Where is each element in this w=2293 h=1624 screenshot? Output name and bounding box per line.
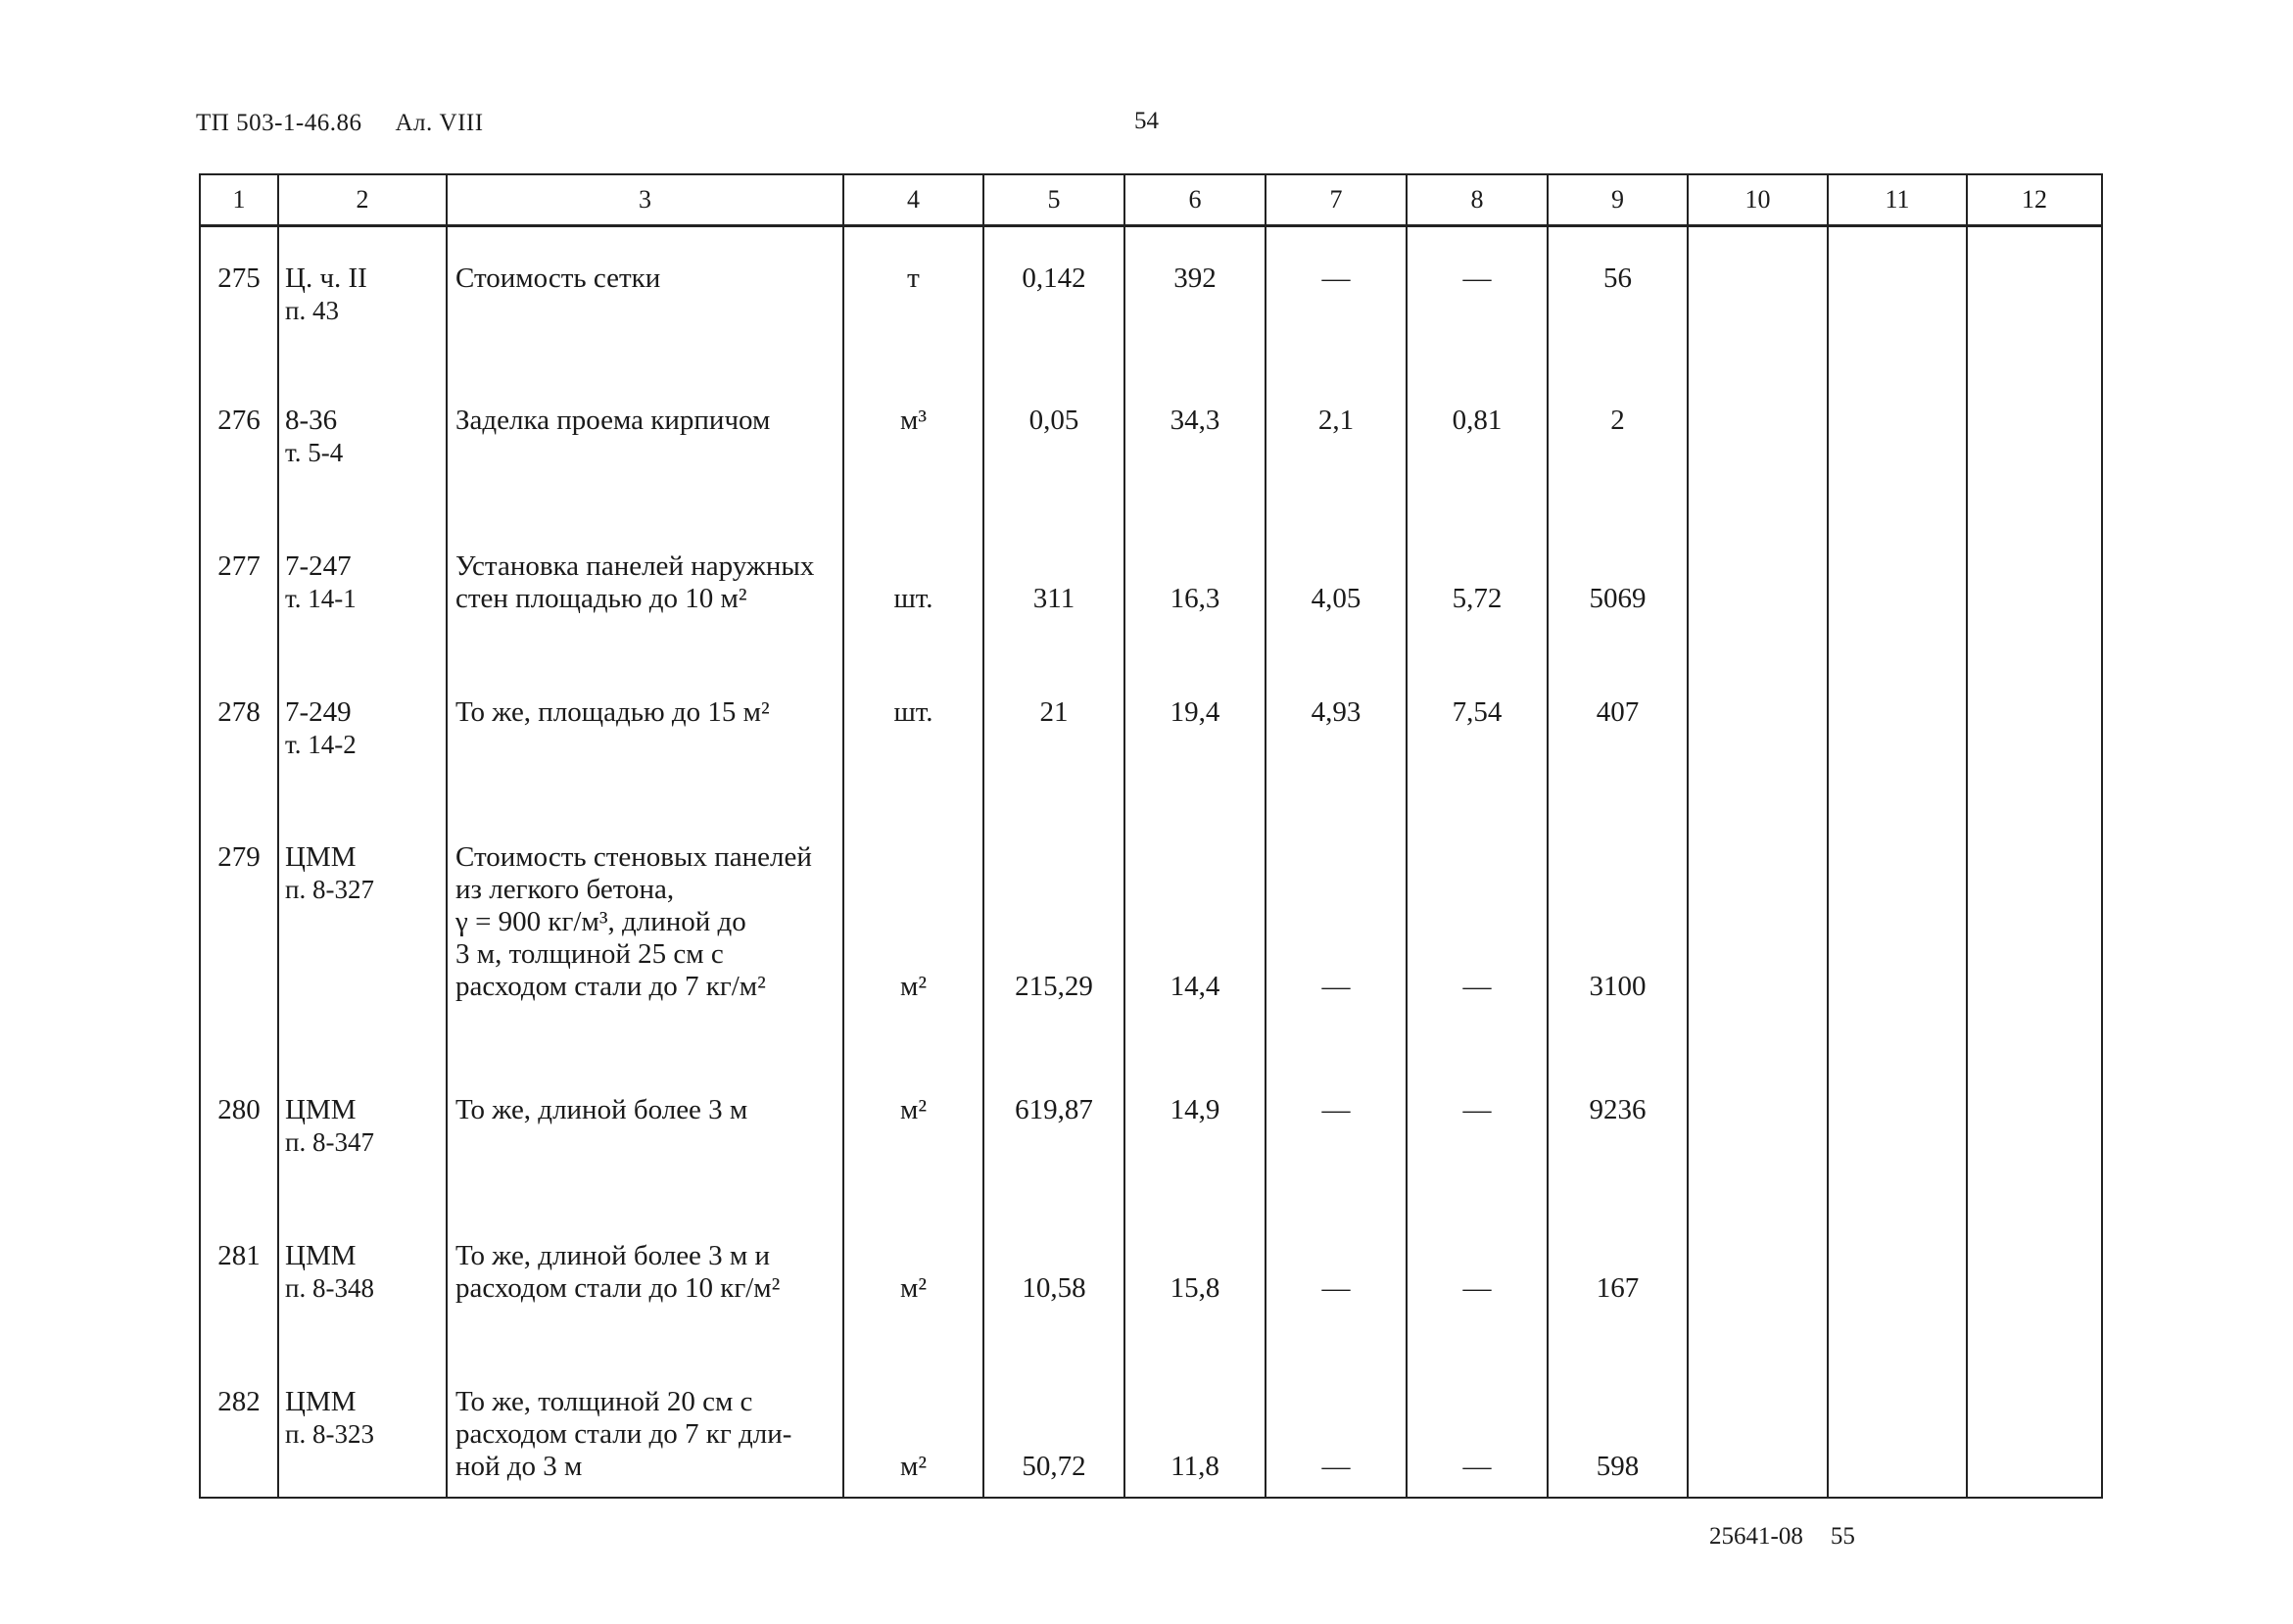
total-cost: 407 bbox=[1548, 661, 1688, 807]
empty-cell-col-11 bbox=[1828, 1059, 1967, 1205]
wage-per-unit: — bbox=[1266, 226, 1407, 370]
empty-cell-col-10 bbox=[1688, 226, 1828, 370]
unit-of-measure: м² bbox=[843, 1205, 983, 1351]
row-number: 275 bbox=[200, 226, 278, 370]
album-number: Ал. VIII bbox=[395, 110, 484, 136]
norm-reference bbox=[278, 661, 447, 807]
column-header-3: 3 bbox=[447, 174, 843, 226]
table-row bbox=[200, 1059, 2102, 1205]
empty-cell-col-10 bbox=[1688, 661, 1828, 807]
description-line: Установка панелей наружных bbox=[455, 549, 815, 582]
norm-reference bbox=[278, 226, 447, 370]
quantity: 50,72 bbox=[983, 1351, 1124, 1498]
row-number: 282 bbox=[200, 1351, 278, 1498]
row-number: 280 bbox=[200, 1059, 278, 1205]
unit-of-measure: м³ bbox=[843, 369, 983, 515]
page-number: 54 bbox=[1134, 108, 1159, 134]
norm-item: п. 8-348 bbox=[285, 1273, 374, 1304]
table-row bbox=[200, 1351, 2102, 1498]
description-line: ной до 3 м bbox=[455, 1451, 583, 1482]
column-header-11: 11 bbox=[1828, 174, 1967, 226]
quantity: 311 bbox=[983, 515, 1124, 661]
empty-cell-col-12 bbox=[1967, 1205, 2102, 1351]
work-description bbox=[447, 1205, 843, 1351]
empty-cell-col-11 bbox=[1828, 1205, 1967, 1351]
estimate-table bbox=[199, 173, 2103, 1499]
page-footer bbox=[1709, 1523, 1855, 1551]
unit-of-measure: м² bbox=[843, 1351, 983, 1498]
description-line: То же, длиной более 3 м и bbox=[455, 1240, 771, 1272]
work-description bbox=[447, 369, 843, 515]
work-description bbox=[447, 1059, 843, 1205]
row-number: 278 bbox=[200, 661, 278, 807]
column-header-5: 5 bbox=[983, 174, 1124, 226]
norm-reference bbox=[278, 806, 447, 1059]
work-description bbox=[447, 806, 843, 1059]
machine-wage: 0,81 bbox=[1407, 369, 1548, 515]
norm-code: ЦММ bbox=[285, 1240, 357, 1272]
empty-cell-col-11 bbox=[1828, 661, 1967, 807]
work-description bbox=[447, 515, 843, 661]
empty-cell-col-10 bbox=[1688, 1059, 1828, 1205]
empty-cell-col-10 bbox=[1688, 369, 1828, 515]
quantity: 10,58 bbox=[983, 1205, 1124, 1351]
machine-wage: — bbox=[1407, 1351, 1548, 1498]
norm-code: ЦММ bbox=[285, 1094, 357, 1126]
empty-cell-col-10 bbox=[1688, 1205, 1828, 1351]
wage-per-unit: 2,1 bbox=[1266, 369, 1407, 515]
empty-cell-col-10 bbox=[1688, 806, 1828, 1059]
total-cost: 5069 bbox=[1548, 515, 1688, 661]
total-cost: 167 bbox=[1548, 1205, 1688, 1351]
empty-cell-col-12 bbox=[1967, 515, 2102, 661]
row-number: 281 bbox=[200, 1205, 278, 1351]
unit-price: 392 bbox=[1124, 226, 1266, 370]
work-description bbox=[447, 226, 843, 370]
unit-price: 14,4 bbox=[1124, 806, 1266, 1059]
unit-price: 11,8 bbox=[1124, 1351, 1266, 1498]
norm-code: ЦММ bbox=[285, 1386, 357, 1417]
work-description bbox=[447, 1351, 843, 1498]
wage-per-unit: — bbox=[1266, 1205, 1407, 1351]
description-line: расходом стали до 7 кг дли- bbox=[455, 1418, 792, 1450]
total-cost: 56 bbox=[1548, 226, 1688, 370]
doc-code: ТП 503-1-46.86 bbox=[196, 110, 362, 136]
norm-code: 7-249 bbox=[285, 695, 352, 728]
machine-wage: — bbox=[1407, 226, 1548, 370]
table-row bbox=[200, 661, 2102, 807]
wage-per-unit: — bbox=[1266, 1059, 1407, 1205]
norm-reference bbox=[278, 369, 447, 515]
description-line: расходом стали до 10 кг/м² bbox=[455, 1272, 781, 1305]
description-line: Заделка проема кирпичом bbox=[455, 405, 771, 437]
table-row bbox=[200, 1205, 2102, 1351]
norm-item: п. 8-327 bbox=[285, 875, 374, 905]
unit-price: 14,9 bbox=[1124, 1059, 1266, 1205]
empty-cell-col-10 bbox=[1688, 1351, 1828, 1498]
total-cost: 9236 bbox=[1548, 1059, 1688, 1205]
table-row bbox=[200, 515, 2102, 661]
norm-item: п. 8-347 bbox=[285, 1127, 374, 1158]
column-header-4: 4 bbox=[843, 174, 983, 226]
table-row bbox=[200, 226, 2102, 370]
column-header-1: 1 bbox=[200, 174, 278, 226]
footer-doc-number: 25641-08 bbox=[1709, 1523, 1803, 1550]
norm-item: т. 5-4 bbox=[285, 438, 344, 468]
machine-wage: — bbox=[1407, 1059, 1548, 1205]
description-line: Стоимость стеновых панелей bbox=[455, 841, 812, 874]
document-header bbox=[196, 110, 484, 137]
norm-item: т. 14-2 bbox=[285, 729, 357, 759]
table-body bbox=[200, 226, 2102, 1499]
wage-per-unit: — bbox=[1266, 806, 1407, 1059]
description-line: расходом стали до 7 кг/м² bbox=[455, 971, 766, 1003]
norm-code: 8-36 bbox=[285, 405, 338, 437]
norm-code: ЦММ bbox=[285, 841, 357, 874]
unit-of-measure: шт. bbox=[843, 661, 983, 807]
total-cost: 598 bbox=[1548, 1351, 1688, 1498]
norm-code: Ц. ч. II bbox=[285, 263, 367, 294]
work-description bbox=[447, 661, 843, 807]
description-line: стен площадью до 10 м² bbox=[455, 582, 747, 614]
machine-wage: — bbox=[1407, 806, 1548, 1059]
empty-cell-col-11 bbox=[1828, 1351, 1967, 1498]
empty-cell-col-11 bbox=[1828, 226, 1967, 370]
column-header-9: 9 bbox=[1548, 174, 1688, 226]
norm-reference bbox=[278, 1205, 447, 1351]
unit-price: 19,4 bbox=[1124, 661, 1266, 807]
machine-wage: 7,54 bbox=[1407, 661, 1548, 807]
wage-per-unit: 4,93 bbox=[1266, 661, 1407, 807]
column-header-12: 12 bbox=[1967, 174, 2102, 226]
norm-reference bbox=[278, 515, 447, 661]
row-number: 279 bbox=[200, 806, 278, 1059]
column-header-8: 8 bbox=[1407, 174, 1548, 226]
norm-reference bbox=[278, 1059, 447, 1205]
empty-cell-col-11 bbox=[1828, 369, 1967, 515]
unit-price: 34,3 bbox=[1124, 369, 1266, 515]
description-line: Стоимость сетки bbox=[455, 263, 661, 294]
quantity: 215,29 bbox=[983, 806, 1124, 1059]
empty-cell-col-12 bbox=[1967, 226, 2102, 370]
table-row bbox=[200, 369, 2102, 515]
quantity: 0,05 bbox=[983, 369, 1124, 515]
table-row bbox=[200, 806, 2102, 1059]
description-line: То же, площадью до 15 м² bbox=[455, 695, 770, 728]
norm-item: т. 14-1 bbox=[285, 583, 357, 613]
quantity: 0,142 bbox=[983, 226, 1124, 370]
quantity: 619,87 bbox=[983, 1059, 1124, 1205]
wage-per-unit: 4,05 bbox=[1266, 515, 1407, 661]
norm-item: п. 8-323 bbox=[285, 1419, 374, 1449]
footer-sheet-number: 55 bbox=[1830, 1523, 1855, 1550]
column-header-6: 6 bbox=[1124, 174, 1266, 226]
unit-of-measure: т bbox=[843, 226, 983, 370]
description-line: То же, длиной более 3 м bbox=[455, 1094, 748, 1126]
description-line: из легкого бетона, bbox=[455, 874, 675, 906]
unit-of-measure: м² bbox=[843, 1059, 983, 1205]
norm-item: п. 43 bbox=[285, 296, 339, 325]
unit-price: 15,8 bbox=[1124, 1205, 1266, 1351]
column-header-2: 2 bbox=[278, 174, 447, 226]
column-header-7: 7 bbox=[1266, 174, 1407, 226]
unit-of-measure: шт. bbox=[843, 515, 983, 661]
total-cost: 2 bbox=[1548, 369, 1688, 515]
empty-cell-col-12 bbox=[1967, 1351, 2102, 1498]
row-number: 276 bbox=[200, 369, 278, 515]
total-cost: 3100 bbox=[1548, 806, 1688, 1059]
table-header bbox=[200, 174, 2102, 226]
empty-cell-col-12 bbox=[1967, 1059, 2102, 1205]
empty-cell-col-12 bbox=[1967, 661, 2102, 807]
empty-cell-col-12 bbox=[1967, 369, 2102, 515]
row-number: 277 bbox=[200, 515, 278, 661]
description-line: То же, толщиной 20 см с bbox=[455, 1386, 753, 1417]
empty-cell-col-11 bbox=[1828, 515, 1967, 661]
unit-of-measure: м² bbox=[843, 806, 983, 1059]
machine-wage: 5,72 bbox=[1407, 515, 1548, 661]
norm-reference bbox=[278, 1351, 447, 1498]
description-line: γ = 900 кг/м³, длиной до bbox=[455, 906, 746, 938]
column-header-10: 10 bbox=[1688, 174, 1828, 226]
description-line: 3 м, толщиной 25 см с bbox=[455, 938, 724, 971]
empty-cell-col-10 bbox=[1688, 515, 1828, 661]
empty-cell-col-12 bbox=[1967, 806, 2102, 1059]
quantity: 21 bbox=[983, 661, 1124, 807]
machine-wage: — bbox=[1407, 1205, 1548, 1351]
empty-cell-col-11 bbox=[1828, 806, 1967, 1059]
wage-per-unit: — bbox=[1266, 1351, 1407, 1498]
unit-price: 16,3 bbox=[1124, 515, 1266, 661]
norm-code: 7-247 bbox=[285, 549, 352, 582]
